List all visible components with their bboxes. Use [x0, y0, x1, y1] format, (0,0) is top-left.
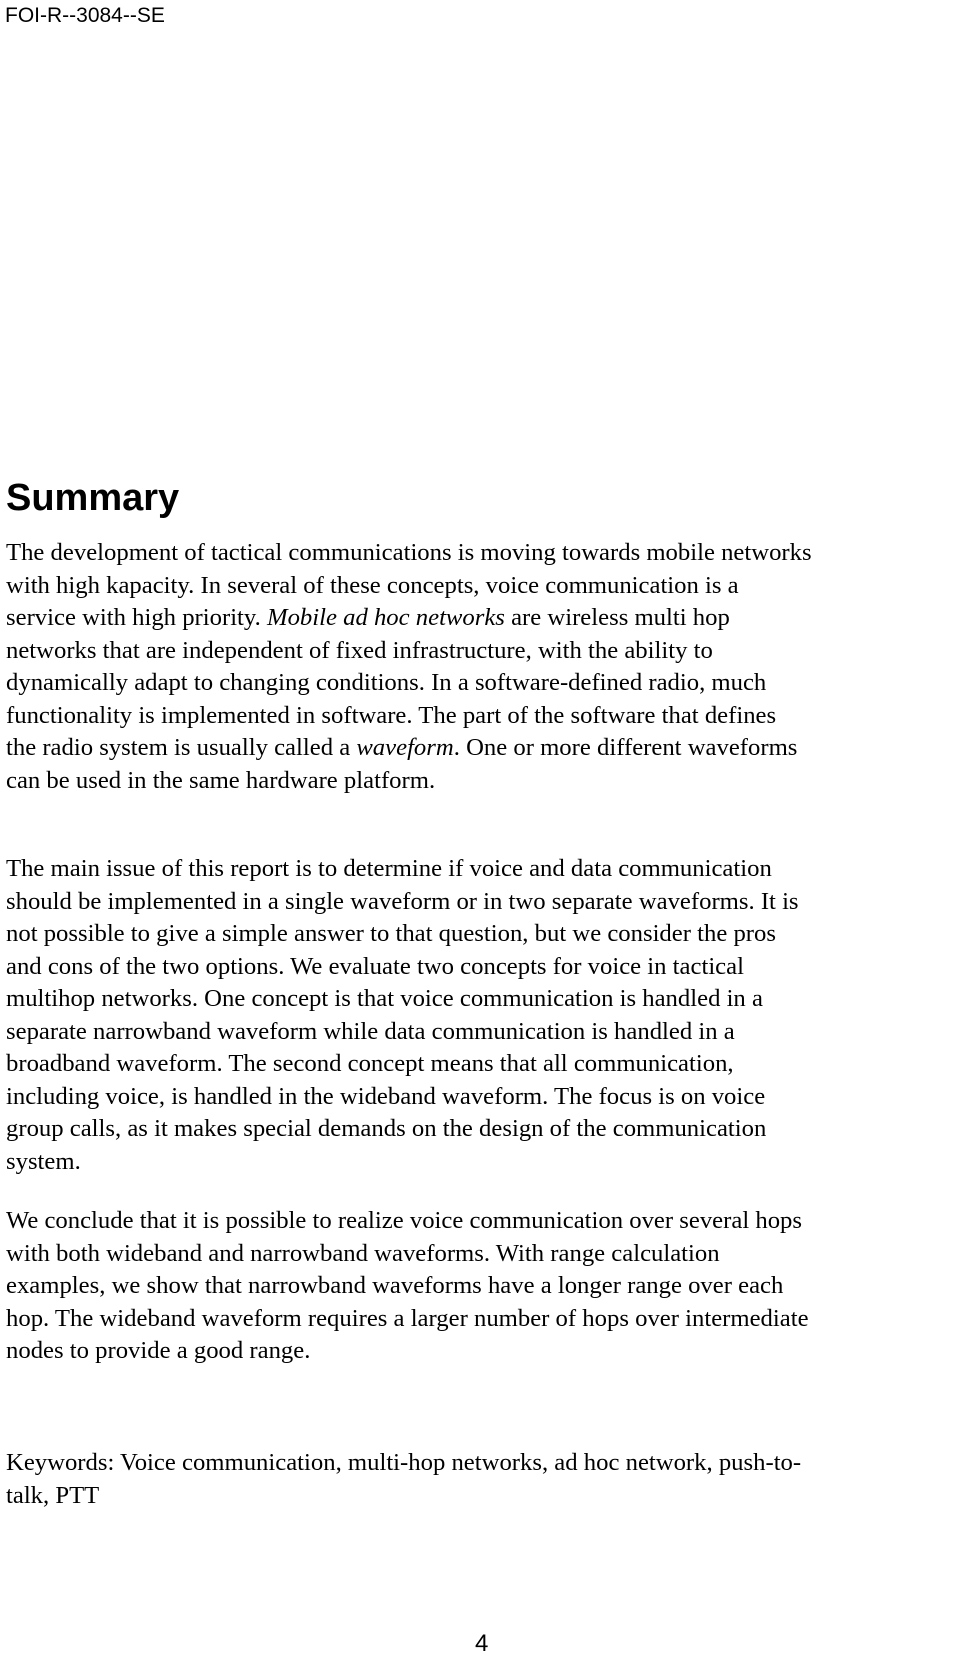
text-segment: can be used in the same hardware platform.: [6, 766, 436, 794]
text-segment: are wireless multi hop: [504, 604, 730, 631]
text-line: [6, 765, 812, 798]
text-line: [6, 1335, 809, 1368]
text-line: [6, 635, 812, 668]
text-segment: . One or more different waveforms: [453, 734, 798, 761]
text-segment: should be implemented in a single waveform or in two separate waveforms. It is: [6, 887, 799, 915]
text-line: [6, 853, 799, 886]
text-line: [6, 1205, 809, 1238]
text-segment: The main issue of this report is to determine if voice and data communication: [6, 855, 772, 882]
text-line: [6, 1081, 799, 1114]
report-id: FOI-R--3084--SE: [5, 4, 165, 27]
text-line: [6, 667, 812, 700]
text-segment: the radio system is usually called a: [6, 734, 357, 761]
text-line: [6, 1447, 801, 1480]
text-segment: system.: [6, 1147, 81, 1175]
text-segment: Keywords: Voice communication, multi-hop networks, ad hoc network, push-to-: [6, 1449, 802, 1476]
text-line: [6, 1238, 809, 1271]
text-segment: with high kapacity. In several of these concepts, voice communication is a: [6, 571, 739, 599]
text-segment: and cons of the two options. We evaluate two concepts for voice in tactical: [6, 952, 744, 980]
text-line: [6, 570, 812, 603]
text-line: [6, 886, 799, 919]
text-segment: hop. The wideband waveform requires a larger number of hops over intermediate: [6, 1304, 809, 1332]
text-line: [6, 1303, 809, 1336]
text-segment: talk, PTT: [6, 1481, 100, 1509]
text-segment: The development of tactical communications is moving towards mobile networks: [6, 539, 812, 566]
text-segment: including voice, is handled in the wideband waveform. The focus is on voice: [6, 1082, 766, 1110]
text-line: [6, 1016, 799, 1049]
text-segment: broadband waveform. The second concept means that all communication,: [6, 1050, 734, 1077]
text-segment: service with high priority.: [6, 604, 267, 631]
text-line: [6, 602, 812, 635]
text-line: [6, 983, 799, 1016]
text-segment: nodes to provide a good range.: [6, 1337, 311, 1364]
section-title: Summary: [6, 477, 180, 519]
text-segment: multihop networks. One concept is that voice communication is handled in a: [6, 985, 763, 1012]
text-line: [6, 732, 812, 765]
text-line: [6, 700, 812, 733]
text-segment: functionality is implemented in software. The part of the software that defines: [6, 701, 777, 729]
text-segment: not possible to give a simple answer to that question, but we consider the pros: [6, 920, 776, 947]
text-segment: group calls, as it makes special demands on the design of the communication: [6, 1115, 767, 1142]
page-number: 4: [475, 1630, 489, 1657]
italic-term: waveform: [356, 734, 454, 761]
italic-term: Mobile ad hoc networks: [267, 604, 505, 631]
text-line: [6, 1048, 799, 1081]
text-segment: networks that are independent of fixed infrastructure, with the ability to: [6, 636, 713, 664]
text-segment: We conclude that it is possible to realize voice communication over several hops: [6, 1207, 802, 1234]
text-line: [6, 918, 799, 951]
text-line: [6, 1480, 801, 1513]
text-segment: with both wideband and narrowband waveforms. With range calculation: [6, 1239, 720, 1267]
summary-paragraph-3: [6, 1205, 809, 1368]
summary-paragraph-1: [6, 537, 812, 797]
text-segment: dynamically adapt to changing conditions. In a software-defined radio, much: [6, 669, 767, 696]
text-line: [6, 1270, 809, 1303]
text-line: [6, 1113, 799, 1146]
text-segment: examples, we show that narrowband waveforms have a longer range over each: [6, 1272, 784, 1299]
text-line: [6, 1146, 799, 1179]
keywords-paragraph: [6, 1447, 801, 1512]
text-line: [6, 951, 799, 984]
summary-paragraph-2: [6, 853, 799, 1178]
text-segment: separate narrowband waveform while data communication is handled in a: [6, 1017, 735, 1045]
text-line: [6, 537, 812, 570]
